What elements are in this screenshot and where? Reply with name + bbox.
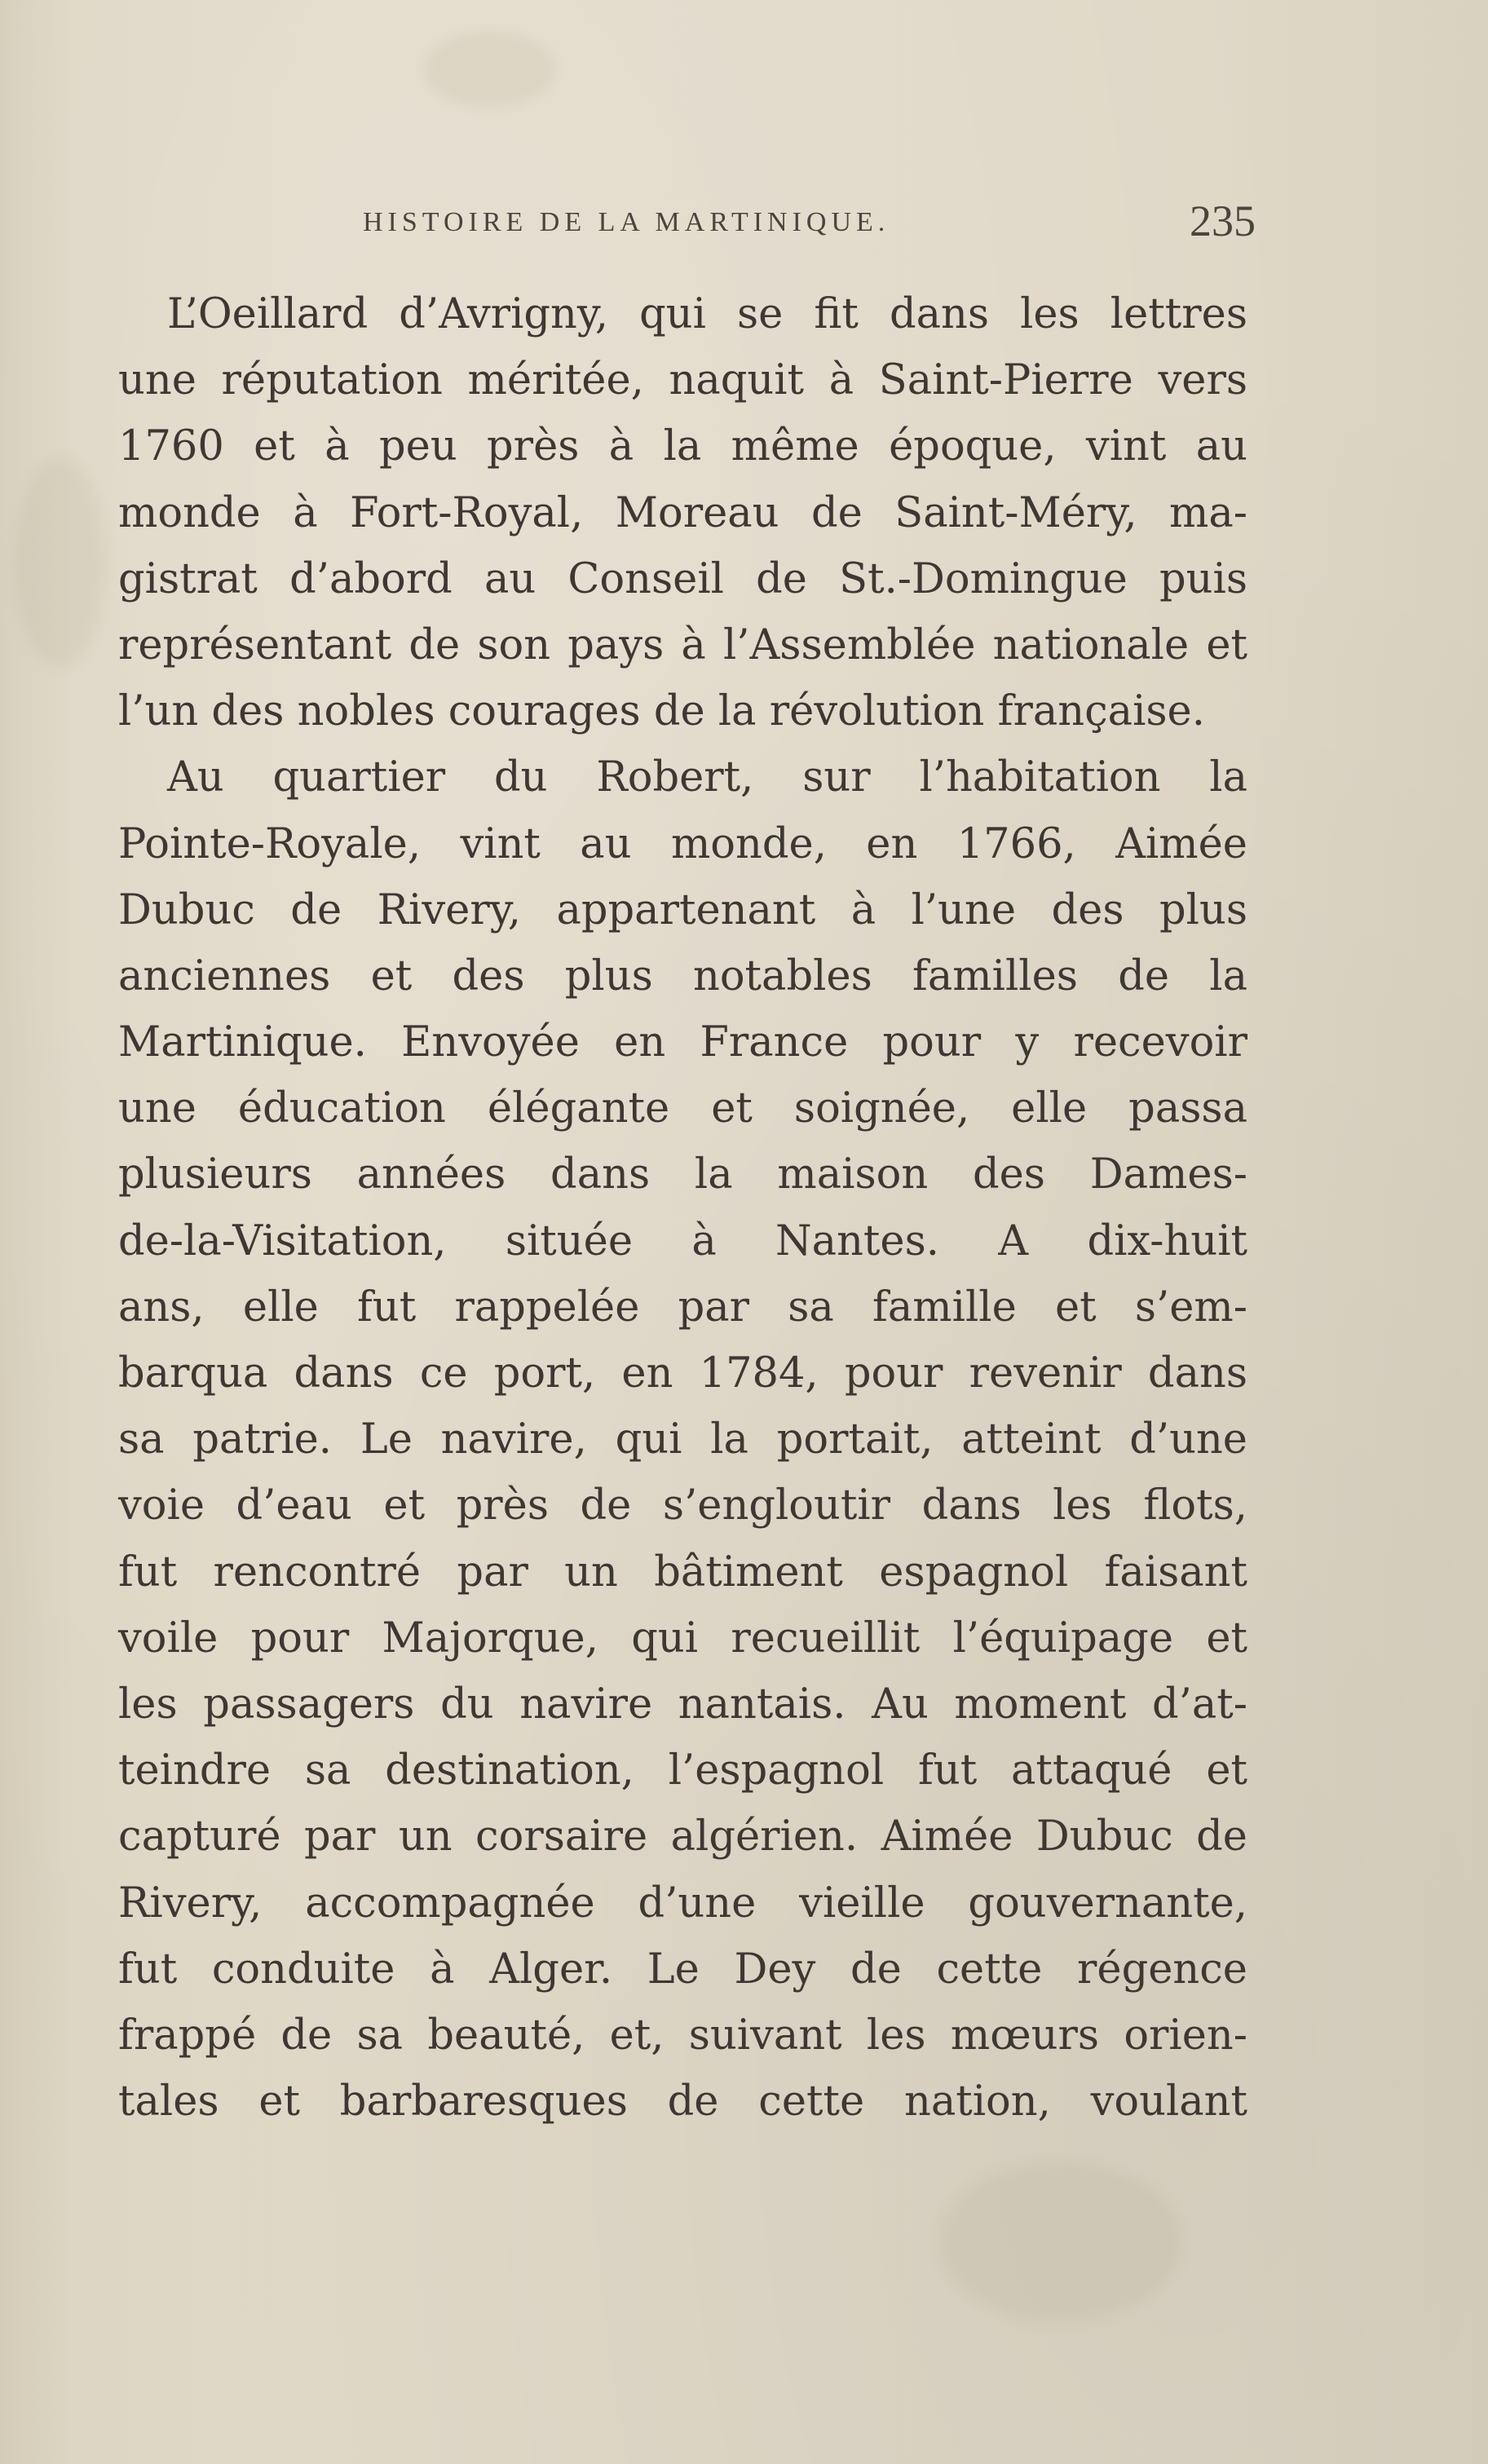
text-line: Pointe-Royale, vint au monde, en 1766, Aimée [118, 819, 1247, 868]
text-line: tales et barbaresques de cette nation, voulant [118, 2078, 1247, 2126]
text-line: l’un des nobles courages de la révolution française. [118, 687, 1205, 736]
text-line: frappé de sa beauté, et, suivant les mœurs orien- [118, 2011, 1247, 2060]
text-line: Rivery, accompagnée d’une vieille gouvernante, [118, 1879, 1247, 1927]
text-line: une éducation élégante et soignée, elle passa [118, 1084, 1247, 1133]
body-text [118, 281, 1247, 2135]
text-line: représentant de son pays à l’Assemblée nationale et [118, 620, 1247, 669]
page-stain [16, 457, 106, 669]
text-line: Martinique. Envoyée en France pour y recevoir [118, 1018, 1247, 1067]
text-line: fut conduite à Alger. Le Dey de cette régence [118, 1945, 1247, 1994]
text-line: capturé par un corsaire algérien. Aimée Dubuc de [118, 1813, 1247, 1861]
text-line: de-la-Visitation, située à Nantes. A dix-huit [118, 1217, 1247, 1265]
text-line: barqua dans ce port, en 1784, pour revenir dans [118, 1349, 1247, 1398]
text-line: 1760 et à peu près à la même époque, vint au [118, 422, 1247, 471]
page-stain [424, 33, 554, 106]
text-line: teindre sa destination, l’espagnol fut attaqué et [118, 1746, 1247, 1795]
text-line: ans, elle fut rappelée par sa famille et s’em- [118, 1283, 1247, 1331]
text-line: les passagers du navire nantais. Au moment d’at- [118, 1680, 1247, 1729]
text-line: plusieurs années dans la maison des Dames- [118, 1150, 1247, 1199]
text-line: Au quartier du Robert, sur l’habitation la [167, 753, 1247, 802]
text-line: L’Oeillard d’Avrigny, qui se fit dans les lettres [167, 290, 1247, 338]
running-title: HISTOIRE DE LA MARTINIQUE. [363, 207, 890, 237]
text-line: une réputation méritée, naquit à Saint-Pierre vers [118, 356, 1247, 405]
text-line: voie d’eau et près de s’engloutir dans les flots, [118, 1481, 1247, 1530]
text-line: Dubuc de Rivery, appartenant à l’une des plus [118, 885, 1247, 934]
page-number: 235 [1190, 197, 1256, 245]
text-line: anciennes et des plus notables familles de la [118, 952, 1247, 1000]
text-line: monde à Fort-Royal, Moreau de Saint-Méry, ma- [118, 488, 1247, 537]
text-line: fut rencontré par un bâtiment espagnol faisant [118, 1548, 1247, 1596]
text-line: gistrat d’abord au Conseil de St.-Domingue puis [118, 554, 1247, 603]
text-line: sa patrie. Le navire, qui la portait, atteint d’une [118, 1415, 1247, 1464]
page-stain [938, 2161, 1182, 2324]
text-line: voile pour Majorque, qui recueillit l’équipage et [118, 1614, 1247, 1663]
page-header [114, 189, 1256, 263]
